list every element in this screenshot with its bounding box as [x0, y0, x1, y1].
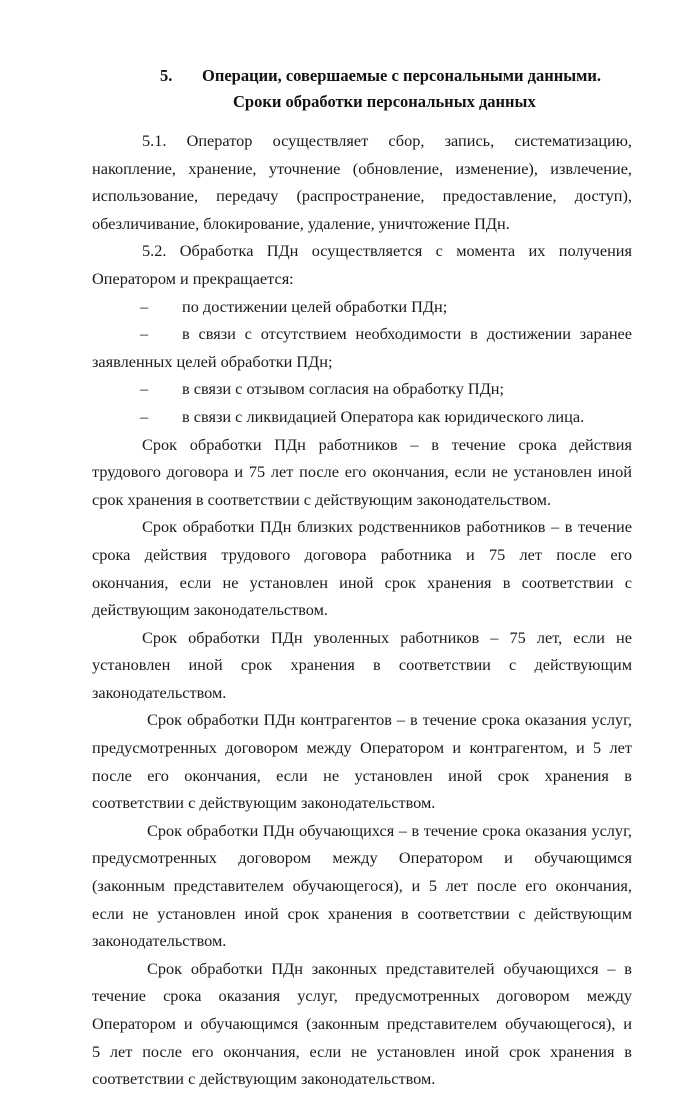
list-item [92, 293, 632, 321]
text-line: установлен иной срок хранения в соответствии с действующим [92, 655, 632, 675]
text-line: Срок обработки ПДн работников – в течение срока действия [142, 434, 632, 454]
section-number: 5. [160, 66, 173, 85]
text-line: Срок обработки ПДн законных представителей обучающихся – в [147, 958, 632, 978]
text-line: окончания, если не установлен иной срок хранения в соответствии с [92, 572, 632, 592]
text-line: предусмотренных договором между Оператором и обучающимся [92, 848, 632, 868]
text-line: 5.1. Оператор осуществляет сбор, запись, систематизацию, [142, 131, 632, 150]
paragraph-contractors [92, 706, 632, 816]
list-item [92, 403, 632, 431]
text-line: соответствии с действующим законодательством. [92, 1069, 436, 1089]
text-line: после его окончания, если не установлен иной срок хранения в [92, 765, 632, 785]
text-line: законодательством. [92, 682, 227, 702]
dash-bullet: – [140, 296, 149, 316]
text-line: соответствии с действующим законодательством. [92, 793, 436, 813]
text-line: Срок обработки ПДн контрагентов – в течение срока оказания услуг, [147, 710, 632, 730]
text-line: законодательством. [92, 931, 227, 951]
text-line: Срок обработки ПДн уволенных работников – 75 лет, если не [142, 627, 632, 647]
paragraph-5-1 [92, 127, 632, 237]
section-heading-line1 [160, 63, 620, 89]
text-line: 5 лет после его окончания, если не установлен иной срок хранения в [92, 1041, 632, 1061]
list-item-text-continued: заявленных целей обработки ПДн; [92, 351, 333, 371]
text-line: течение срока оказания услуг, предусмотренных договором между [92, 986, 632, 1006]
text-line: накопление, хранение, уточнение (обновление, изменение), извлечение, [92, 158, 632, 178]
section-body [92, 127, 632, 1093]
list-item-text: по достижении целей обработки ПДн; [182, 296, 448, 316]
paragraph-guardians [92, 955, 632, 1093]
text-line: использование, передачу (распространение, предоставление, доступ), [92, 186, 632, 206]
list-item-text: в связи с отзывом согласия на обработку ПДн; [182, 379, 505, 399]
paragraph-relatives [92, 513, 632, 623]
text-line: 5.2. Обработка ПДн осуществляется с момента их получения [142, 241, 632, 261]
text-line: трудового договора и 75 лет после его окончания, если не установлен иной [92, 462, 632, 482]
text-line: действующим законодательством. [92, 600, 328, 620]
text-line: срок хранения в соответствии с действующим законодательством. [92, 489, 552, 509]
paragraph-5-2 [92, 237, 632, 292]
text-line: Срок обработки ПДн близких родственников работников – в течение [142, 517, 632, 537]
dash-bullet: – [140, 324, 149, 344]
termination-conditions-list [92, 293, 632, 431]
text-line: Срок обработки ПДн обучающихся – в течение срока оказания услуг, [147, 820, 632, 840]
paragraph-dismissed [92, 624, 632, 707]
text-line: (законным представителем обучающегося), и 5 лет после его окончания, [92, 876, 632, 896]
text-line: предусмотренных договором между Оператором и контрагентом, и 5 лет [92, 738, 632, 758]
section-title-line2: Сроки обработки персональных данных [233, 92, 536, 111]
paragraph-students [92, 817, 632, 955]
text-line: Оператором и прекращается: [92, 268, 294, 288]
list-item [92, 375, 632, 403]
list-item-first-line [92, 320, 632, 348]
dash-bullet: – [140, 379, 149, 399]
list-item-text: в связи с ликвидацией Оператора как юридического лица. [182, 406, 585, 426]
dash-bullet: – [140, 406, 149, 426]
text-line: Оператором и обучающимся (законным представителем обучающегося), и [92, 1014, 632, 1033]
list-item-text: в связи с отсутствием необходимости в достижении заранее [182, 324, 632, 344]
paragraph-employees [92, 431, 632, 514]
section-heading [160, 63, 620, 115]
section-title-line1: Операции, совершаемые с персональными данными. [202, 66, 602, 85]
text-line: срока действия трудового договора работника и 75 лет после его [92, 544, 632, 564]
text-line: если не установлен иной срок хранения в соответствии с действующим [92, 903, 632, 923]
list-item [92, 320, 632, 375]
text-line: обезличивание, блокирование, удаление, уничтожение ПДн. [92, 213, 510, 233]
